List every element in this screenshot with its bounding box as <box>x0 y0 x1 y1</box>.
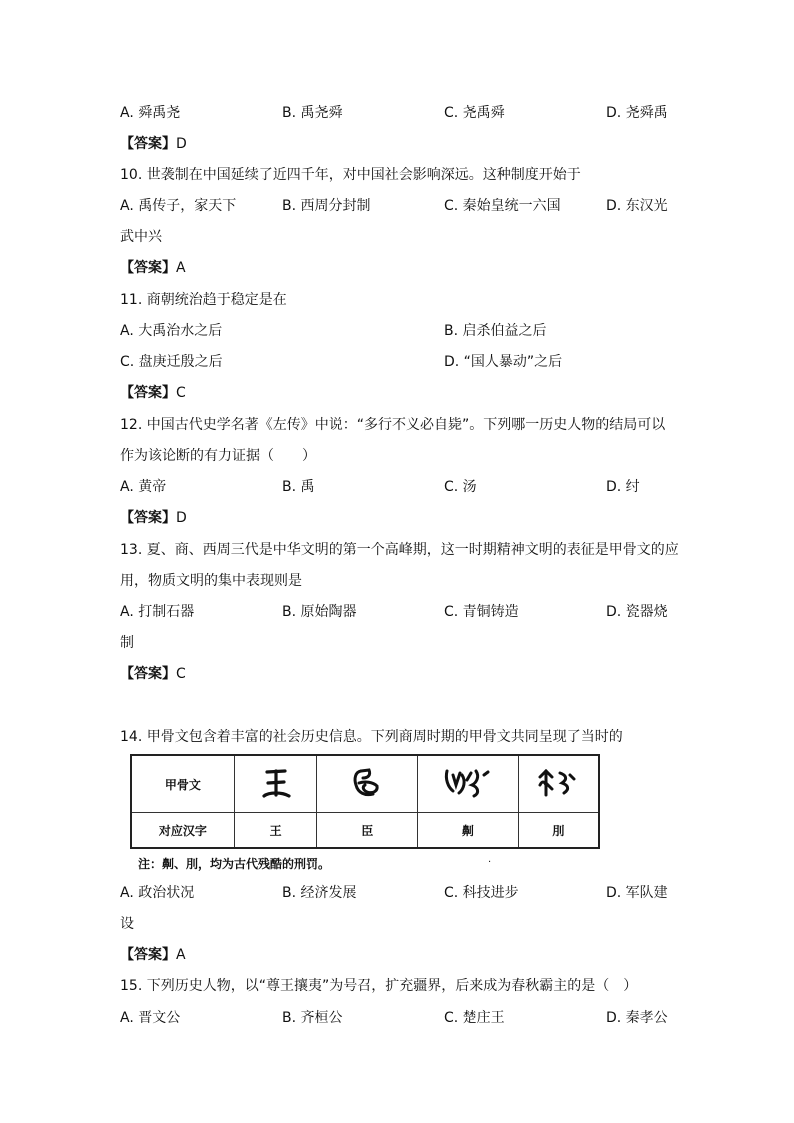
oracle-glyph-wang <box>234 755 317 813</box>
q15-option-a: A. 晋文公 <box>120 1010 181 1026</box>
q9-option-d: D. 尧舜禹 <box>606 105 668 121</box>
oracle-bone-table <box>130 754 600 849</box>
oracle-glyph-yi-image <box>440 763 496 803</box>
character-row-header: 对应汉字 <box>131 813 234 849</box>
table-note: 注：劓、刖，均为古代残酷的刑罚。 <box>138 857 331 871</box>
q10-answer: 【答案】A <box>120 260 186 276</box>
oracle-row-header: 甲骨文 <box>131 755 234 813</box>
stray-dot: · <box>488 857 492 868</box>
q13-option-b: B. 原始陶器 <box>282 604 357 620</box>
q14-option-d-continuation: 设 <box>120 916 134 932</box>
q9-option-a: A. 舜禹尧 <box>120 105 181 121</box>
q15-option-c: C. 楚庄王 <box>444 1010 505 1026</box>
q11-option-b: B. 启杀伯益之后 <box>444 323 547 339</box>
q12-option-c: C. 汤 <box>444 479 477 495</box>
q10-option-b: B. 西周分封制 <box>282 198 371 214</box>
q9-answer: 【答案】D <box>120 136 187 152</box>
q14-option-d: D. 军队建 <box>606 885 668 901</box>
q13-answer: 【答案】C <box>120 666 186 682</box>
q14-stem: 14. 甲骨文包含着丰富的社会历史信息。下列商周时期的甲骨文共同呈现了当时的 <box>120 729 623 745</box>
q12-option-d: D. 纣 <box>606 479 640 495</box>
q11-option-d: D. “国人暴动”之后 <box>444 354 563 370</box>
q10-stem: 10. 世袭制在中国延续了近四千年，对中国社会影响深远。这种制度开始于 <box>120 167 581 183</box>
oracle-glyph-chen <box>317 755 418 813</box>
character-chen: 臣 <box>317 813 418 849</box>
q12-option-a: A. 黄帝 <box>120 479 167 495</box>
q15-stem: 15. 下列历史人物，以“尊王攘夷”为号召，扩充疆界，后来成为春秋霸主的是（ ） <box>120 978 638 994</box>
q10-option-c: C. 秦始皇统一六国 <box>444 198 561 214</box>
q12-answer: 【答案】D <box>120 510 187 526</box>
q11-stem: 11. 商朝统治趋于稳定是在 <box>120 292 287 308</box>
q14-option-a: A. 政治状况 <box>120 885 195 901</box>
q13-option-d-continuation: 制 <box>120 635 134 651</box>
character-wang: 王 <box>234 813 317 849</box>
oracle-glyph-yue-image <box>532 763 584 803</box>
q9-option-b: B. 禹尧舜 <box>282 105 343 121</box>
q13-option-c: C. 青铜铸造 <box>444 604 519 620</box>
q11-answer: 【答案】C <box>120 385 186 401</box>
oracle-glyph-yi <box>418 755 519 813</box>
q10-option-d-continuation: 武中兴 <box>120 229 162 245</box>
q11-option-c: C. 盘庚迁殷之后 <box>120 354 223 370</box>
oracle-glyph-chen-image <box>347 763 387 803</box>
q13-option-a: A. 打制石器 <box>120 604 195 620</box>
character-yi: 劓 <box>418 813 519 849</box>
q14-answer: 【答案】A <box>120 947 186 963</box>
oracle-glyph-row <box>131 755 599 813</box>
q15-option-b: B. 齐桓公 <box>282 1010 343 1026</box>
q9-option-c: C. 尧禹舜 <box>444 105 505 121</box>
q12-stem-line-2: 作为该论断的有力证据（ ） <box>120 448 316 464</box>
chinese-character-row <box>131 813 599 849</box>
q12-stem-line-1: 12. 中国古代史学名著《左传》中说：“多行不义必自毙”。下列哪一历史人物的结局可以 <box>120 417 666 433</box>
q10-option-a: A. 禹传子，家天下 <box>120 198 237 214</box>
q13-option-d: D. 瓷器烧 <box>606 604 668 620</box>
q13-stem-line-2: 用，物质文明的集中表现则是 <box>120 573 302 589</box>
oracle-glyph-yue <box>518 755 599 813</box>
character-yue: 刖 <box>518 813 599 849</box>
q10-option-d: D. 东汉光 <box>606 198 668 214</box>
q14-option-b: B. 经济发展 <box>282 885 357 901</box>
oracle-glyph-wang-image <box>256 763 296 803</box>
q15-option-d: D. 秦孝公 <box>606 1010 668 1026</box>
q14-option-c: C. 科技进步 <box>444 885 519 901</box>
q13-stem-line-1: 13. 夏、商、西周三代是中华文明的第一个高峰期，这一时期精神文明的表征是甲骨文的应 <box>120 542 679 558</box>
q11-option-a: A. 大禹治水之后 <box>120 323 223 339</box>
q12-option-b: B. 禹 <box>282 479 315 495</box>
